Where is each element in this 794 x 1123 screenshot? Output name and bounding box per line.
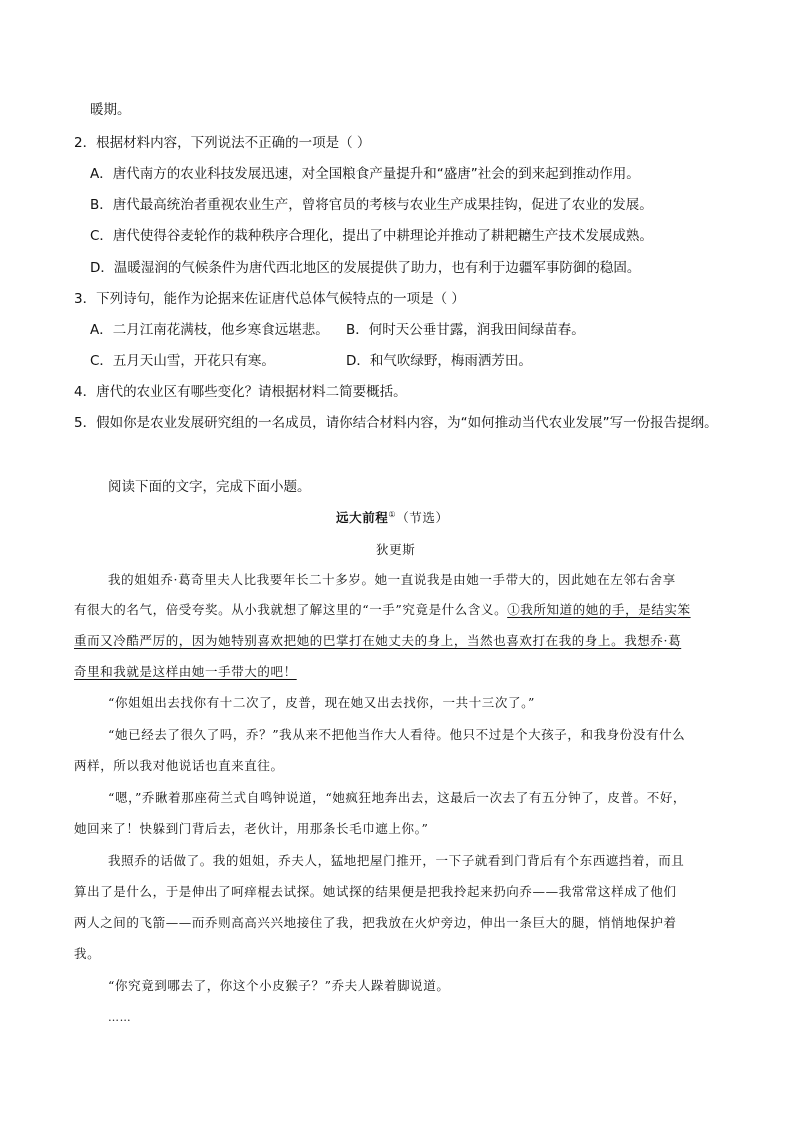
passage-p1-line1: 我的姐姐乔·葛奇里夫人比我要年长二十多岁。她一直说我是由她一手带大的，因此她在左邻右舍享 [108, 572, 676, 587]
passage-p4-line1: “嗯，”乔瞅着那座荷兰式自鸣钟说道，“她疯狂地奔出去，这最后一次去了有五分钟了，皮普。不好， [108, 790, 687, 805]
q3-option-a: A．二月江南花满枝，他乡寒食远堪悲。 [90, 322, 329, 338]
passage-p5-line1: 我照乔的话做了。我的姐姐，乔夫人，猛地把屋门推开，一下子就看到门背后有个东西遮挡着，而且 [108, 853, 685, 868]
continuation-text: 暖期。 [90, 102, 131, 118]
passage-p1-line3-underlined: 重而又冷酷严厉的，因为她特别喜欢把她的巴掌打在她丈夫的身上，当然也喜欢打在我的身上。我想乔·葛 [74, 633, 682, 648]
passage-p2: “你姐姐出去找你有十二次了，皮普，现在她又出去找你，一共十三次了。” [108, 695, 535, 710]
passage-p5-line2: 算出了是什么，于是伸出了呵痒棍去试探。她试探的结果便是把我拎起来扔向乔——我常常这样成了他们 [74, 884, 677, 899]
passage-p5-line4: 我。 [74, 946, 101, 961]
passage-title [336, 508, 449, 528]
q3-option-c: C．五月天山雪，开花只有寒。 [90, 353, 275, 369]
reading-instruction: 阅读下面的文字，完成下面小题。 [108, 479, 311, 495]
q2-option-d: D．温暖湿润的气候条件为唐代西北地区的发展提供了助力，也有利于边疆军事防御的稳固。 [90, 260, 641, 276]
passage-p5-line3: 两人之间的飞箭——而乔则高高兴兴地接住了我，把我放在火炉旁边，伸出一条巨大的腿，悄悄地保护着 [74, 915, 677, 930]
q2-option-b: B．唐代最高统治者重视农业生产，曾将官员的考核与农业生产成果挂钩，促进了农业的发展。 [90, 197, 653, 213]
passage-author: 狄更斯 [376, 542, 416, 557]
passage-p3-line1: “她已经去了很久了吗，乔？”我从来不把他当作大人看待。他只不过是个大孩子，和我身份没有什么 [108, 727, 686, 742]
question-5-stem: 5．假如你是农业发展研究组的一名成员，请你结合材料内容，为“如何推动当代农业发展”写一份报告提纲。 [74, 415, 718, 431]
title-text: 远大前程 [336, 510, 389, 525]
q2-option-a: A．唐代南方的农业科技发展迅速，对全国粮食产量提升和“盛唐”社会的到来起到推动作用。 [90, 166, 640, 182]
q3-option-b: B．何时天公垂甘露，润我田间绿苗春。 [346, 322, 585, 338]
passage-p4-line2: 她回来了！快躲到门背后去，老伙计，用那条长毛巾遮上你。” [74, 821, 429, 836]
passage-p3-line2: 两样，所以我对他说话也直来直往。 [74, 758, 284, 773]
passage-p6: “你究竟到哪去了，你这个小皮猴子？”乔夫人跺着脚说道。 [108, 978, 450, 993]
q3-option-d: D．和气吹绿野，梅雨洒芳田。 [346, 353, 532, 369]
p1-underlined-sentence-start: ①我所知道的她的手，是结实笨 [507, 602, 691, 617]
question-4-stem: 4．唐代的农业区有哪些变化？请根据材料二简要概括。 [74, 384, 407, 400]
passage-p1-line2 [74, 600, 691, 620]
question-2-stem: 2．根据材料内容，下列说法不正确的一项是（ ） [74, 135, 371, 151]
question-3-stem: 3．下列诗句，能作为论据来佐证唐代总体气候特点的一项是（ ） [74, 291, 465, 307]
q2-option-c: C．唐代使得谷麦轮作的栽种秩序合理化，提出了中耕理论并推动了耕耙耱生产技术发展成熟。 [90, 228, 653, 244]
passage-ellipsis: …… [108, 1011, 132, 1024]
title-footnote-mark: ① [388, 509, 397, 519]
p1-line2-plain: 有很大的名气，倍受夸奖。从小我就想了解这里的“一手”究竟是什么含义。 [74, 602, 508, 617]
passage-p1-line4-underlined: 奇里和我就是这样由她一手带大的吧！ [74, 664, 297, 679]
title-suffix: （节选） [396, 510, 449, 525]
